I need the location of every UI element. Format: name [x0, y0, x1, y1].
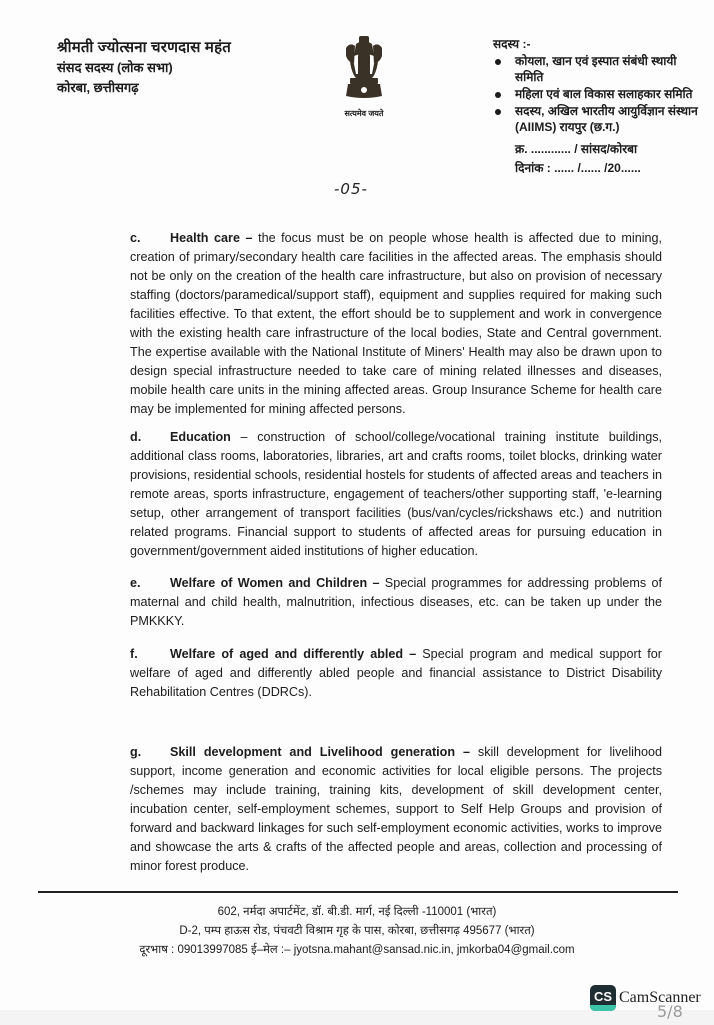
- footer-divider: [38, 891, 678, 893]
- section-text: Special programmes for addressing problems of maternal and child health, malnutrition, infectious diseases, etc. can be taken up under the PMKKKY.: [130, 576, 662, 628]
- camscanner-watermark: [590, 985, 701, 1011]
- section-health-care: [130, 229, 662, 419]
- membership-list: [493, 53, 703, 135]
- section-skill-development: [130, 743, 662, 876]
- sender-designation: संसद सदस्य (लोक सभा): [57, 60, 173, 75]
- sender-block: [57, 38, 231, 98]
- section-label: g.: [130, 745, 142, 759]
- reference-number: क्र. ............ / सांसद/कोरबा: [515, 142, 638, 156]
- emblem-motto: सत्यमेव जयते: [344, 109, 384, 118]
- footer-line-delhi: 602, नर्मदा अपार्टमेंट, डॉ. बी.डी. मार्ग, नई दिल्ली -110001 (भारत): [217, 906, 497, 918]
- section-label: d.: [130, 430, 142, 444]
- membership-title: सदस्य :-: [493, 37, 531, 51]
- section-education: [130, 428, 662, 561]
- camscanner-logo-icon: CS: [590, 985, 616, 1011]
- footer-line-contact: दूरभाष : 09013997085 ई–मेल :– jyotsna.mahant@sansad.nic.in, jmkorba04@gmail.com: [139, 944, 575, 956]
- letter-date: दिनांक : ...... /...... /20......: [515, 161, 641, 175]
- section-text: Special program and medical support for welfare of aged and differently abled people and financial assistance to District Disability Rehabilitation Centres (DDRCs).: [130, 647, 662, 699]
- national-emblem-icon: [342, 34, 386, 106]
- footer-line-korba: D-2, पम्प हाऊस रोड, पंचवटी विश्राम गृह के पास, कोरबा, छत्तीसगढ़ 495677 (भारत): [179, 925, 535, 937]
- sender-name: श्रीमती ज्योत्सना चरणदास महंत: [57, 39, 231, 56]
- section-heading: Education: [170, 430, 231, 444]
- footer-address: [0, 903, 714, 960]
- handwritten-page-mark: -05-: [334, 180, 368, 198]
- section-text: the focus must be on people whose health is affected due to mining, creation of primary/secondary health care facilities in the affected areas. The emphasis should not be only on the creation of the health care infrastructure, but also on provision of necessary staffing (doctors/paramedical/support staff), equipment and supplies required for making such facilities effective. To that extent, the effort should be to supplement and work in convergence with the existing health care infrastructure of the local bodies, State and Central government. The expertise available with the National Institute of Miners' Health may also be drawn upon to design special infrastructure needed to take care of mining related illnesses and diseases, mobile health care units in the mining affected areas. Group Insurance Scheme for health care may be implemented for mining affected persons.: [130, 231, 663, 416]
- section-heading: Health care –: [170, 231, 253, 245]
- camscanner-brand: CamScanner: [619, 989, 701, 1006]
- membership-block: [493, 36, 703, 176]
- section-heading: Welfare of aged and differently abled –: [170, 647, 417, 661]
- section-label: c.: [130, 231, 141, 245]
- sender-place: कोरबा, छत्तीसगढ़: [57, 80, 139, 95]
- section-text: skill development for livelihood support, income generation and economic activities for local eligible persons. The projects /schemes may include training, training kits, development of skill development center, incubation center, self-employment schemes, support to Self Help Groups and provision of forward and backward linkages for such self-employment economic activities, works to improve and showcase the arts & crafts of the affected people and areas, collection and processing of minor forest produce.: [130, 745, 662, 873]
- section-text: – construction of school/college/vocational training institute buildings, additional class rooms, laboratories, libraries, art and crafts rooms, toilet blocks, drinking water provisions, residential schools, residential hostels for students of affected areas and teachers in remote areas, sports infrastructure, engagement of teachers/other supporting staff, 'e-learning setup, other arrangement of transport facilities (bus/van/cycles/rickshaws etc.) and nutrition related programs. Financial support to students of affected areas for pursuing education in government/government aided institutions of higher education.: [130, 430, 662, 558]
- section-heading: Skill development and Livelihood generation –: [170, 745, 470, 759]
- section-label: e.: [130, 576, 141, 590]
- membership-item: सदस्य, अखिल भारतीय आयुर्विज्ञान संस्थान (AIIMS) रायपुर (छ.ग.): [493, 103, 703, 135]
- section-women-children: [130, 574, 662, 631]
- membership-item: कोयला, खान एवं इस्पात संबंधी स्थायी समिति: [493, 53, 703, 85]
- section-label: f.: [130, 647, 138, 661]
- section-aged-disabled: [130, 645, 662, 702]
- membership-item: महिला एवं बाल विकास सलाहकार समिति: [493, 86, 703, 102]
- page-indicator: 5/8: [657, 1002, 683, 1021]
- emblem-block: [332, 34, 396, 119]
- section-heading: Welfare of Women and Children –: [170, 576, 380, 590]
